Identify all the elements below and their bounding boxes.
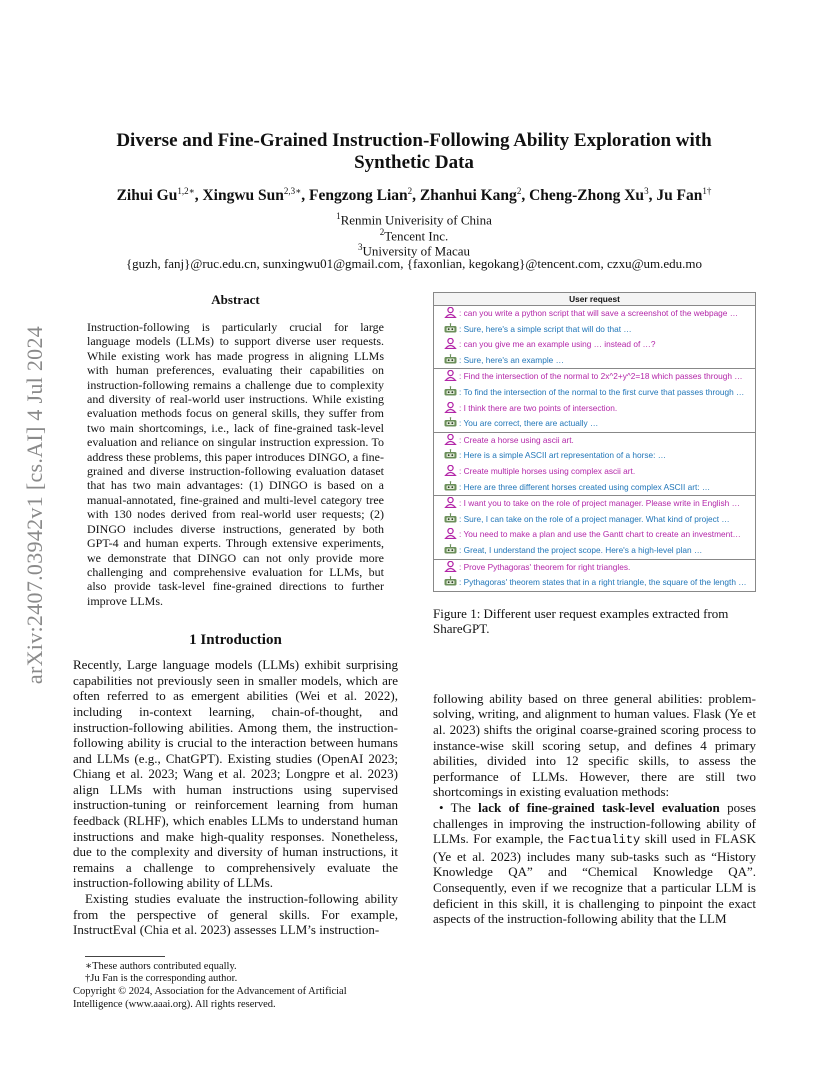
author-name: Ju Fan: [656, 187, 703, 205]
author-name: Xingwu Sun: [202, 187, 284, 205]
turn-text: : I want you to take on the role of project manager. Please write in English …: [459, 498, 740, 509]
author-name: Fengzong Lian: [309, 187, 408, 205]
turn-text: : Sure, here's a simple script that will do that …: [459, 323, 632, 334]
affiliation-marker: 1: [336, 211, 341, 221]
figure-1-table: [433, 292, 756, 592]
intro-paragraph-1: Recently, Large language models (LLMs) exhibit surprising capabilities not previously seen in smaller models, which are often referred to as emergent abilities (Wei et al. 2022), including in-context learning, chain-of-thought, and instruction-following abilities. Among them, the instruction-following ability is crucial to the interaction between humans and LLMs (e.g., ChatGPT). Existing studies (OpenAI 2023; Chiang et al. 2023; Wang et al. 2023; Longpre et al. 2023) align LLMs with human instructions using supervised instruction-tuning or reinforcement learning from human feedback (RLHF), which enables LLMs to understand human instructions and make high-quality responses. Nonetheless, due to the complexity and diversity of human instructions, it remains a challenge to comprehensively evaluate the instruction-following ability of LLMs.: [73, 657, 398, 891]
paper-title: Diverse and Fine-Grained Instruction-Following Ability Exploration with Synthetic Data: [116, 130, 712, 173]
author-affiliation-marker: 1†: [702, 186, 712, 196]
robot-icon: [444, 544, 457, 555]
copyright-notice: Copyright © 2024, Association for the Advancement of Artificial Intelligence (www.aaai.org). All rights reserved.: [73, 986, 347, 1010]
turn-text: : I think there are two points of intersection.: [459, 402, 618, 413]
user-icon: [444, 338, 457, 349]
assistant-turn: [434, 385, 755, 401]
assistant-turn: [434, 480, 755, 496]
user-turn: [434, 496, 755, 512]
figure-caption: Figure 1: Different user request examples extracted from ShareGPT.: [433, 605, 729, 637]
author-affiliation-marker: 3: [644, 186, 649, 196]
bullet-bold: lack of fine-grained task-level evaluation: [478, 800, 720, 816]
arxiv-sidebar: [18, 310, 52, 700]
author-name: Zihui Gu: [116, 187, 178, 205]
assistant-turn: [434, 322, 755, 338]
turn-text: : Great, I understand the project scope. Here's a high-level plan …: [459, 544, 703, 555]
author-affiliation-marker: 1,2∗: [177, 186, 195, 196]
user-turn: [434, 401, 755, 417]
author-emails: {guzh, fanj}@ruc.edu.cn, sunxingwu01@gmail.com, {faxonlian, kegokang}@tencent.com, czxu@um.edu.mo: [125, 256, 703, 271]
user-icon: [444, 402, 457, 413]
arxiv-id: arXiv:2407.03942v1 [cs.AI] 4 Jul 2024: [22, 325, 47, 685]
turn-text: : Pythagoras' theorem states that in a right triangle, the square of the length …: [459, 577, 747, 588]
assistant-turn: [434, 353, 755, 369]
affiliation-marker: 2: [379, 227, 385, 237]
user-turn: [434, 464, 755, 480]
user-icon: [444, 497, 457, 508]
turn-text: : Here are three different horses created using complex ASCII art: …: [459, 481, 711, 492]
bullet-lead: • The: [439, 800, 479, 816]
user-turn: [434, 337, 755, 353]
assistant-turn: [434, 543, 755, 559]
robot-icon: [444, 386, 457, 397]
conversation-group: [434, 369, 755, 432]
conversation-group: [434, 496, 755, 559]
turn-text: : Sure, I can take on the role of a project manager. What kind of project …: [459, 513, 730, 524]
author-affiliation-marker: 2: [407, 186, 413, 196]
turn-text: : Create multiple horses using complex ascii art.: [459, 465, 636, 476]
robot-icon: [444, 323, 457, 334]
user-icon: [444, 434, 457, 445]
assistant-turn: [434, 512, 755, 528]
assistant-turn: [434, 448, 755, 464]
robot-icon: [444, 576, 457, 587]
author-name: Cheng-Zhong Xu: [529, 187, 645, 205]
assistant-turn: [434, 416, 755, 432]
user-icon: [444, 561, 457, 572]
factuality-code: Factuality: [568, 833, 641, 848]
assistant-turn: [434, 575, 755, 591]
author-list: Zihui $Gu^{1,2∗}$, Xingwu Sun$^{2,3∗}$, Fengzong Lian$^2$, Zhanhui Kang$^2$, Cheng-Zhong Xu$^3$, Ju Fan$^{1\dagger}$: [116, 186, 712, 205]
robot-icon: [444, 481, 457, 492]
left-column: [73, 292, 398, 1011]
conversation-group: [434, 560, 755, 591]
author-affiliation-marker: 2,3∗: [283, 186, 302, 196]
affiliation-name: University of Macau: [362, 243, 471, 259]
turn-text: : To find the intersection of the normal to the first curve that passes through …: [459, 386, 745, 397]
user-icon: [444, 370, 457, 381]
user-turn: [434, 306, 755, 322]
user-icon: [444, 528, 457, 539]
robot-icon: [444, 354, 457, 365]
user-turn: [434, 433, 755, 449]
turn-text: : Prove Pythagoras' theorem for right triangles.: [459, 561, 631, 572]
user-turn: [434, 560, 755, 576]
intro-heading: 1 Introduction: [189, 632, 282, 649]
robot-icon: [444, 449, 457, 460]
turn-text: : can you write a python script that will save a screenshot of the webpage …: [459, 308, 739, 318]
footnote-corresponding-author: †Ju Fan is the corresponding author.: [85, 973, 238, 985]
user-icon: [444, 465, 457, 476]
turn-text: : can you give me an example using … instead of …?: [459, 339, 656, 350]
turn-text: : Find the intersection of the normal to 2x^2+y^2=18 which passes through …: [459, 371, 743, 382]
turn-text: : Sure, here's an example …: [459, 354, 564, 365]
bullet-text-a: poses challenges in improving the instruction-following ability of LLMs. For example, the: [433, 800, 756, 847]
right-column: [433, 292, 756, 927]
turn-text: : You need to make a plan and use the Gantt chart to create an investment…: [459, 529, 741, 540]
author-affiliation-marker: 2: [516, 186, 522, 196]
conversation-group: [434, 306, 755, 369]
bullet-paragraph: [433, 800, 756, 927]
figure-body: [434, 306, 755, 591]
robot-icon: [444, 417, 457, 428]
user-icon: [444, 307, 457, 318]
affiliation-name: Renmin Univerisity of China: [340, 212, 492, 228]
abstract-heading: Abstract: [211, 292, 260, 307]
robot-icon: [444, 513, 457, 524]
conversation-group: [434, 433, 755, 496]
intro-paragraph-2: Existing studies evaluate the instruction-following ability from the perspective of general skills. For example, InstructEval (Chia et al. 2023) assesses LLM’s instruction-: [73, 891, 398, 938]
bullet-text-b: skill used in FLASK (Ye et al. 2023) includes many sub-tasks such as “History Knowledge QA” and “Chemical Knowledge QA”. Consequently, even if we recognize that a particular LLM is deficient in this skill, it is challenging to pinpoint the exact aspects of the instruction-following ability that the LLM: [433, 831, 756, 927]
user-turn: [434, 369, 755, 385]
affiliation-marker: 3: [357, 242, 363, 252]
user-turn: [434, 527, 755, 543]
turn-text: : You are correct, there are actually …: [459, 418, 599, 429]
author-name: Zhanhui Kang: [419, 187, 517, 205]
turn-text: : Here is a simple ASCII art representation of a horse: …: [459, 450, 667, 461]
affiliation-name: Tencent Inc.: [384, 228, 449, 244]
turn-text: : Create a horse using ascii art.: [459, 434, 574, 445]
footnote-equal-contribution: ∗These authors contributed equally.: [85, 960, 237, 972]
abstract-text: Instruction-following is particularly crucial for large language models (LLMs) to support diverse user requests. While existing work has made progress in aligning LLMs with human preferences, evaluating their capabilities on instruction-following remains a challenge due to complexity and diversity of real-world user instructions. While existing evaluation methods focus on general skills, they suffer from two main shortcomings, i.e., lack of fine-grained task-level evaluation and reliance on singular instruction expression. To address these problems, this paper introduces DINGO, a fine-grained and diverse instruction-following evaluation dataset that has two main advantages: (1) DINGO is based on a manual-annotated, fine-grained and multi-level category tree with 130 nodes derived from real-world user requests; (2) DINGO includes diverse instructions, generated by both GPT-4 and human experts. Through extensive experiments, we demonstrate that DINGO can not only provide more challenging and comprehensive evaluation for LLMs, but also provide task-level fine-grained directions to further improve LLMs.: [87, 320, 384, 608]
figure-header: User request: [434, 293, 755, 306]
footnote-rule: [85, 956, 165, 957]
right-paragraph-1: following ability based on three general abilities: problem-solving, writing, and alignment to human values. Flask (Ye et al. 2023) shifts the original coarse-grained scoring process to instance-wise skill scoring setup, and defines 4 primary abilities, divided into 12 specific skills, to assess the performance of LLMs. However, there are still two shortcomings in existing evaluation methods:: [433, 690, 756, 800]
